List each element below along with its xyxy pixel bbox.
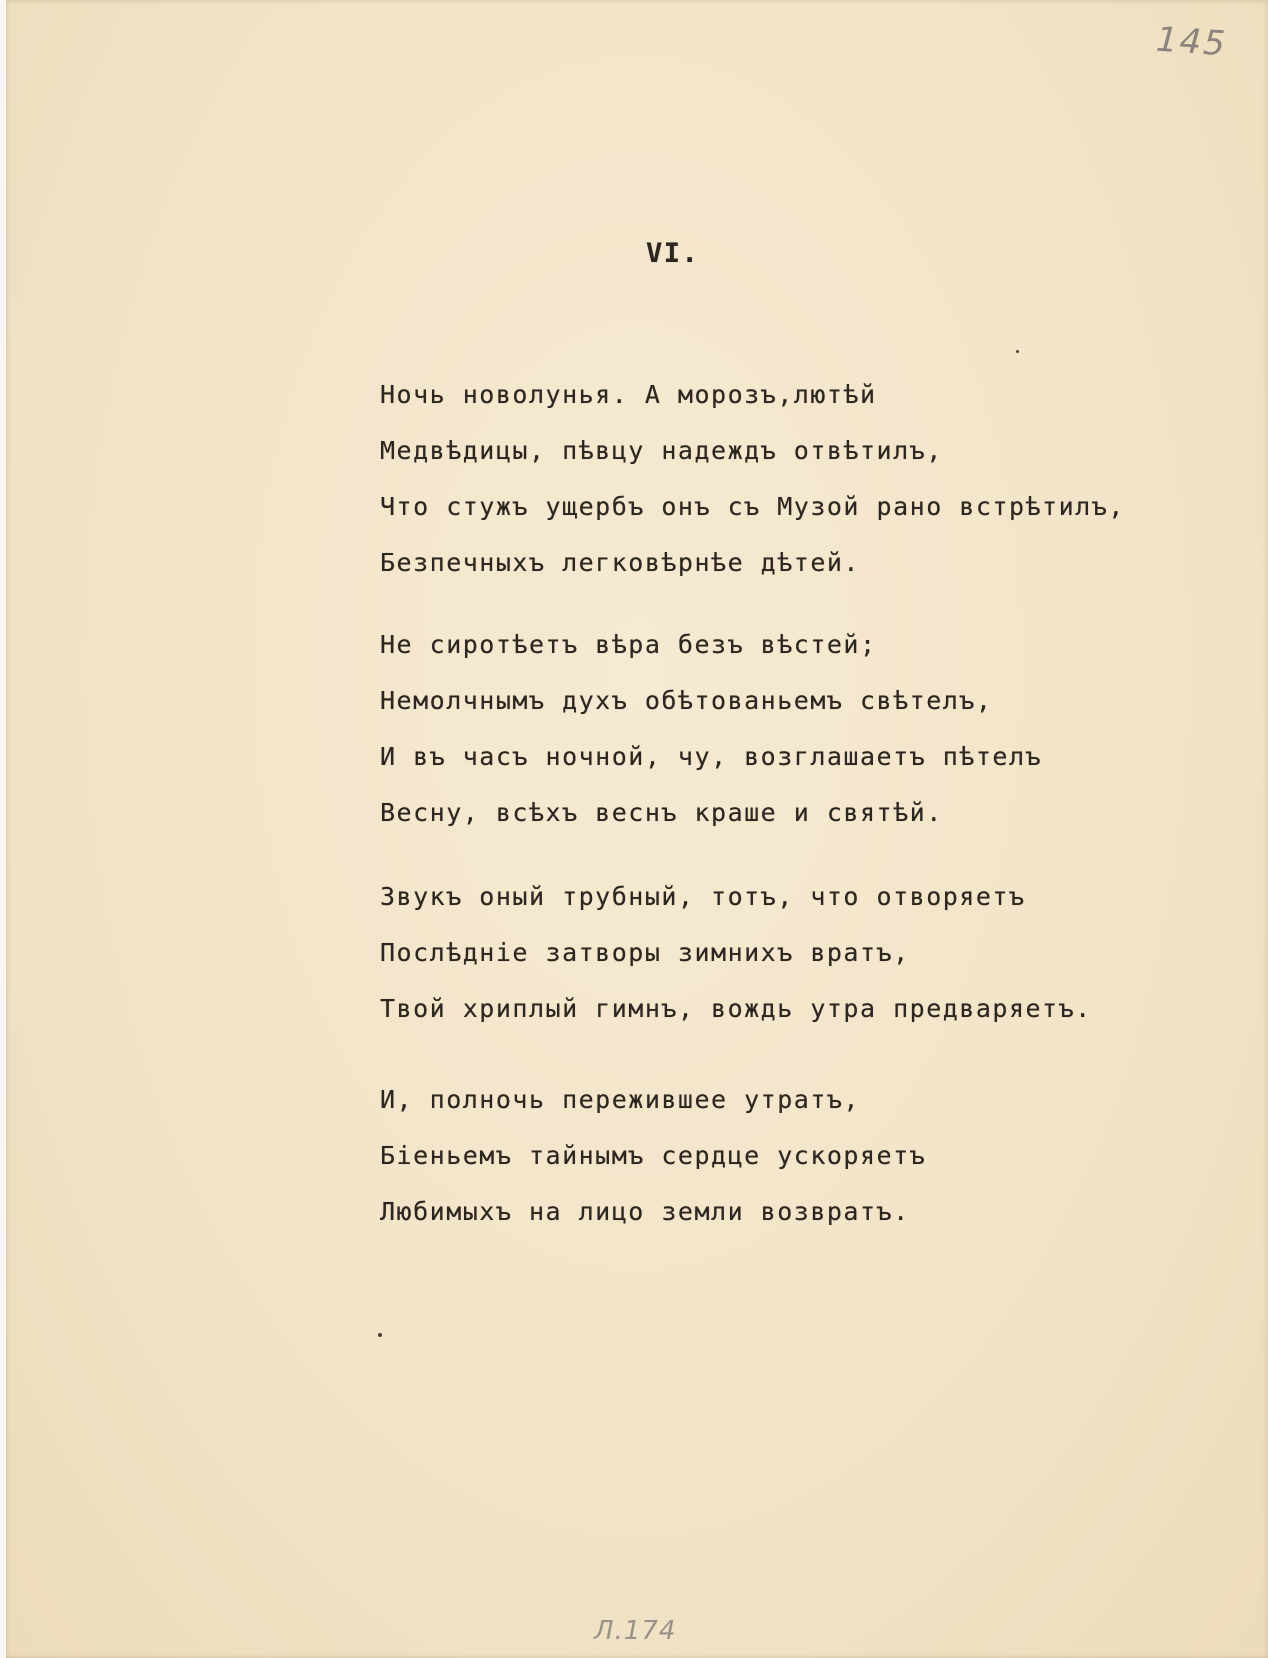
poem-line: Немолчнымъ духъ обѣтованьемъ свѣтелъ, bbox=[380, 686, 993, 715]
poem-heading: VI. bbox=[646, 238, 700, 269]
poem-line: Звукъ оный трубный, тотъ, что отворяетъ bbox=[380, 882, 1026, 911]
ink-speck bbox=[1016, 350, 1019, 353]
poem-line: И въ часъ ночной, чу, возглашаетъ пѣтелъ bbox=[380, 742, 1043, 771]
poem-line: Ночь новолунья. А морозъ,лютѣй bbox=[380, 380, 877, 409]
poem-line: Послѣдніе затворы зимнихъ вратъ, bbox=[380, 938, 910, 967]
poem-line: Не сиротѣетъ вѣра безъ вѣстей; bbox=[380, 630, 877, 659]
poem-line: Медвѣдицы, пѣвцу надеждъ отвѣтилъ, bbox=[380, 436, 943, 465]
poem-line: Что стужъ ущербъ онъ съ Музой рано встрѣтилъ, bbox=[380, 492, 1125, 521]
poem-line: Весну, всѣхъ веснъ краше и святѣй. bbox=[380, 798, 943, 827]
folio-number: 145 bbox=[1154, 19, 1229, 65]
document-page bbox=[6, 0, 1268, 1658]
poem-line: Твой хриплый гимнъ, вождь утра предваряетъ. bbox=[380, 994, 1092, 1023]
poem-line: Любимыхъ на лицо земли возвратъ. bbox=[380, 1197, 910, 1226]
poem-line: И, полночь пережившее утратъ, bbox=[380, 1085, 860, 1114]
poem-line: Безпечныхъ легковѣрнѣе дѣтей. bbox=[380, 548, 860, 577]
ink-speck bbox=[378, 1333, 382, 1337]
archive-page-number: Л.174 bbox=[594, 1616, 677, 1646]
poem-line: Біеньемъ тайнымъ сердце ускоряетъ bbox=[380, 1141, 927, 1170]
